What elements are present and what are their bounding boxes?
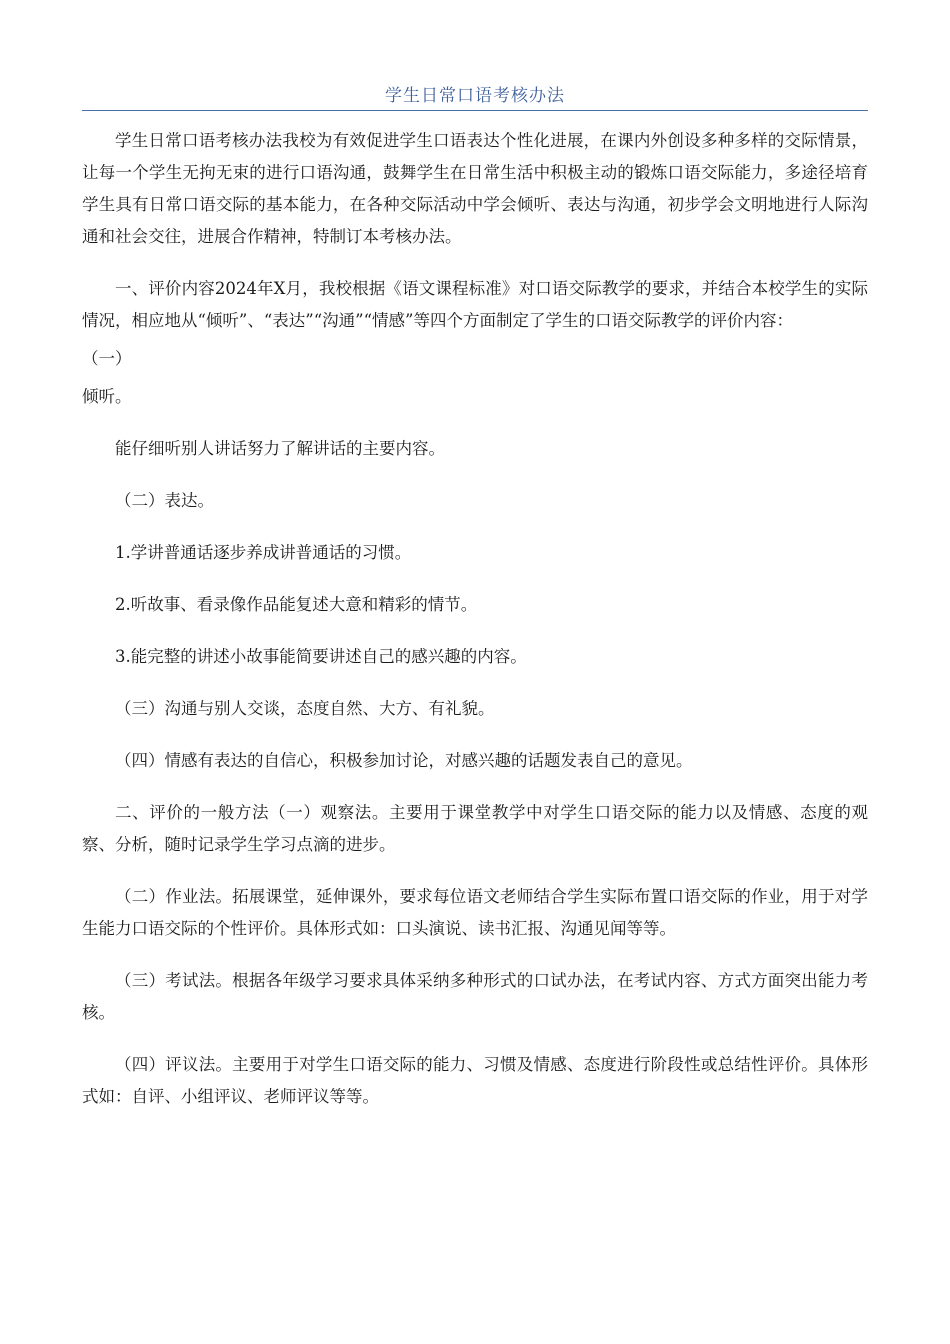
paragraph-communication: （三）沟通与别人交谈，态度自然、大方、有礼貌。 bbox=[115, 699, 495, 718]
paragraph-expression-item-3: 3.能完整的讲述小故事能简要讲述自己的感兴趣的内容。 bbox=[115, 647, 527, 666]
paragraph-intro: 学生日常口语考核办法我校为有效促进学生口语表达个性化进展，在课内外创设多种多样的交际情景，让每一个学生无拘无束的进行口语沟通，鼓舞学生在日常生活中积极主动的锻炼口语交际能力，多途径培育学生具有日常口语交际的基本能力，在各种交际活动中学会倾听、表达与沟通，初步学会文明地进行人际沟通和社会交往，进展合作精神，特制订本考核办法。 bbox=[82, 131, 868, 246]
paragraph-listening-content: 能仔细听别人讲话努力了解讲话的主要内容。 bbox=[115, 439, 445, 458]
document-body bbox=[82, 125, 868, 1113]
paragraph-item-one-marker: （一） bbox=[82, 349, 132, 368]
paragraph-emotion: （四）情感有表达的自信心，积极参加讨论，对感兴趣的话题发表自己的意见。 bbox=[115, 751, 693, 770]
paragraph-review-method: （四）评议法。主要用于对学生口语交际的能力、习惯及情感、态度进行阶段性或总结性评价。具体形式如：自评、小组评议、老师评议等等。 bbox=[82, 1055, 868, 1106]
paragraph-section-two: 二、评价的一般方法（一）观察法。主要用于课堂教学中对学生口语交际的能力以及情感、态度的观察、分析，随时记录学生学习点滴的进步。 bbox=[82, 803, 868, 854]
document-header bbox=[82, 78, 868, 111]
paragraph-listening-heading: 倾听。 bbox=[82, 387, 132, 406]
paragraph-expression-item-1: 1.学讲普通话逐步养成讲普通话的习惯。 bbox=[115, 543, 412, 562]
paragraph-section-one: 一、评价内容2024年X月，我校根据《语文课程标准》对口语交际教学的要求，并结合本校学生的实际情况，相应地从“倾听”、“表达”“沟通”“情感”等四个方面制定了学生的口语交际教学的评价内容： bbox=[82, 279, 868, 330]
paragraph-exam-method: （三）考试法。根据各年级学习要求具体采纳多种形式的口试办法，在考试内容、方式方面突出能力考核。 bbox=[82, 971, 868, 1022]
document-title: 学生日常口语考核办法 bbox=[385, 86, 565, 106]
paragraph-homework-method: （二）作业法。拓展课堂，延伸课外，要求每位语文老师结合学生实际布置口语交际的作业，用于对学生能力口语交际的个性评价。具体形式如：口头演说、读书汇报、沟通见闻等等。 bbox=[82, 887, 868, 938]
paragraph-expression-heading: （二）表达。 bbox=[115, 491, 214, 510]
paragraph-expression-item-2: 2.听故事、看录像作品能复述大意和精彩的情节。 bbox=[115, 595, 478, 614]
